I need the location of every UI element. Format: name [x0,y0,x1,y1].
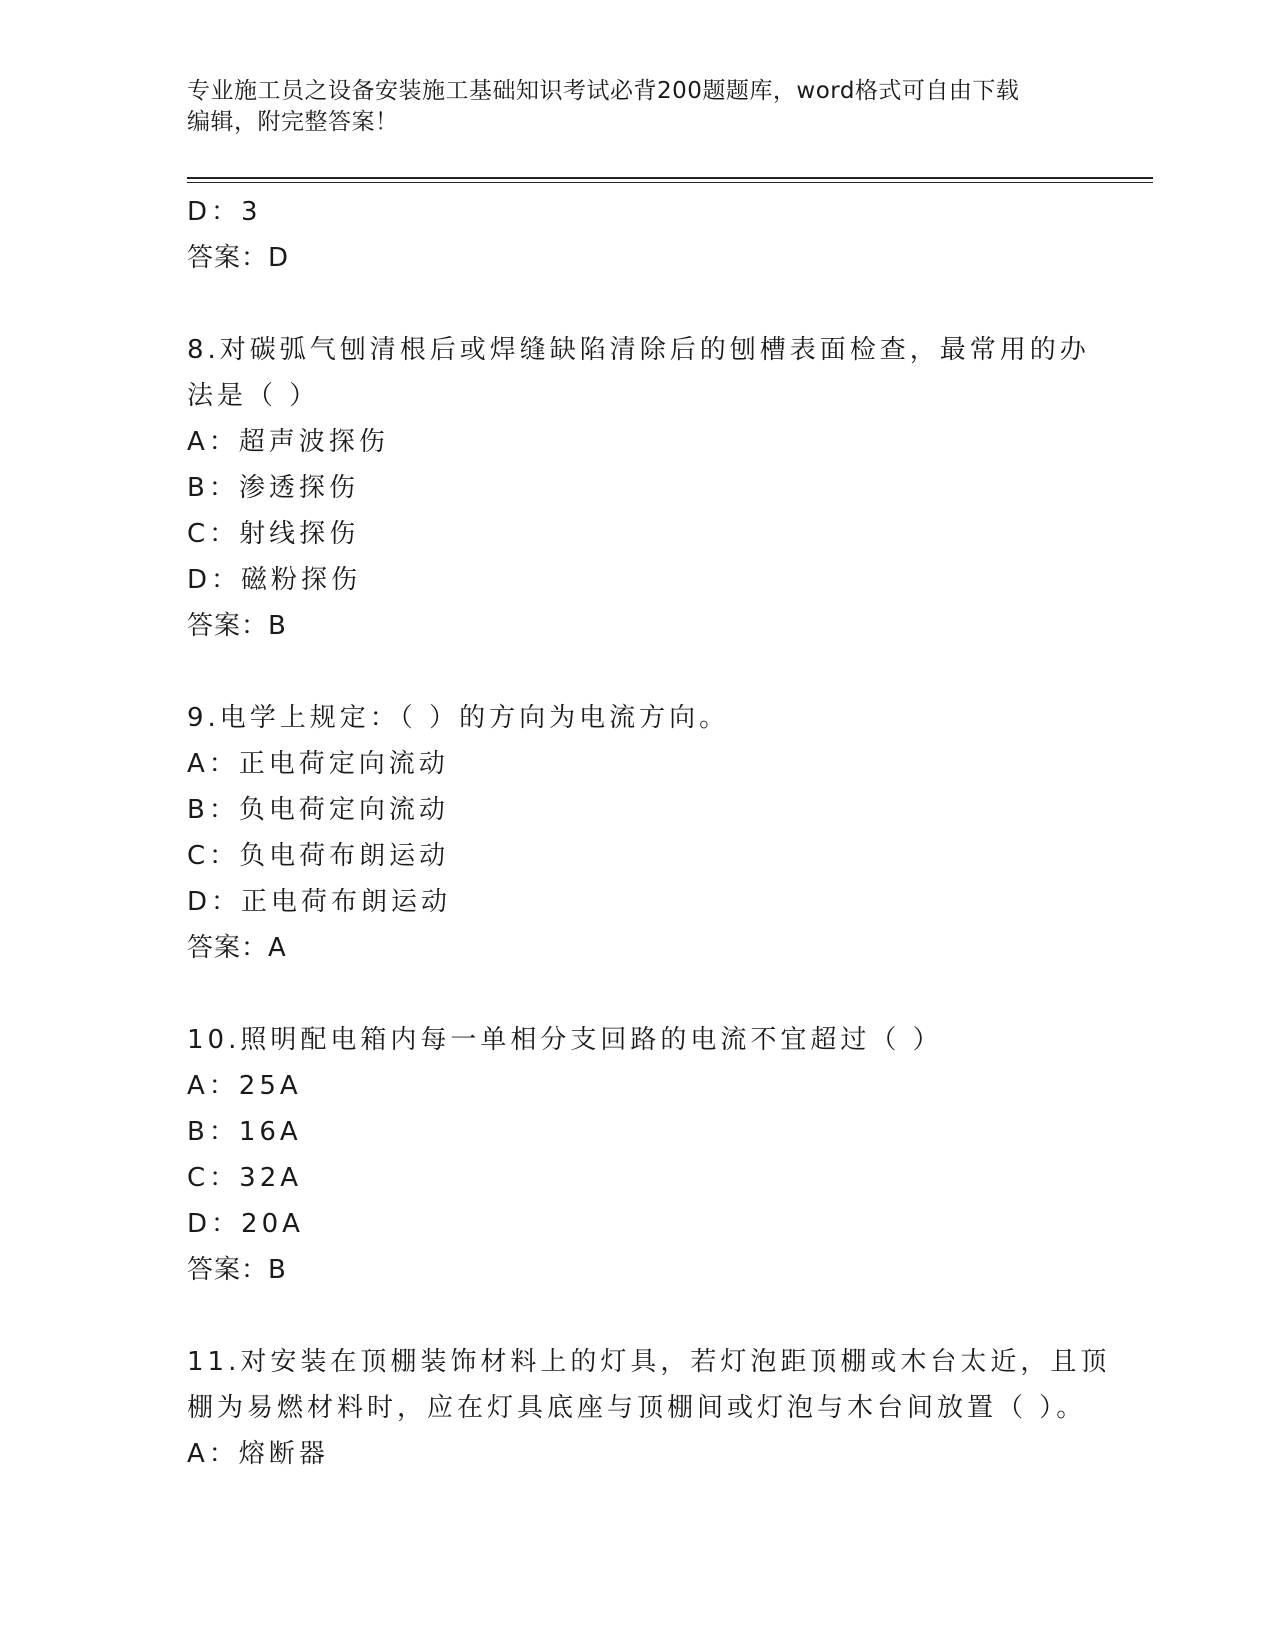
question-text: 8.对碳弧气刨清根后或焊缝缺陷清除后的刨槽表面检查，最常用的办 [187,335,1090,365]
question-text: 法是（ ） [187,381,320,411]
option-line: D：磁粉探伤 [187,565,362,595]
answer-line: 答案：A [187,933,287,963]
option-line: D：20A [187,1209,304,1239]
option-line: C：32A [187,1163,303,1193]
spacer [187,281,1087,327]
option-line: A：正电荷定向流动 [187,749,449,779]
option-line: A：超声波探伤 [187,427,389,457]
question-text: 棚为易燃材料时，应在灯具底座与顶棚间或灯泡与木台间放置（ ）。 [187,1393,1087,1423]
answer-line: 答案：D [187,243,290,273]
question-list [187,189,1111,1477]
question-text: 9.电学上规定：（ ）的方向为电流方向。 [187,703,730,733]
option-line: B：负电荷定向流动 [187,795,449,825]
answer-line: 答案：B [187,611,287,641]
answer-line: 答案：B [187,1255,287,1285]
header-divider-thick [187,177,1153,179]
option-line: D：3 [187,197,262,227]
spacer [187,971,1087,1017]
question-text: 11.对安装在顶棚装饰材料上的灯具，若灯泡距顶棚或木台太近，且顶 [187,1347,1111,1377]
header-title-line-1: 专业施工员之设备安装施工基础知识考试必背200题题库，word格式可自由下载 [187,78,1020,104]
option-line: A：25A [187,1071,302,1101]
spacer [187,649,1087,695]
option-line: A：熔断器 [187,1439,329,1469]
option-line: C：射线探伤 [187,519,360,549]
question-text: 10.照明配电箱内每一单相分支回路的电流不宜超过（ ） [187,1025,943,1055]
header-title-line-2: 编辑，附完整答案！ [187,109,399,135]
option-line: B：16A [187,1117,302,1147]
option-line: D：正电荷布朗运动 [187,887,452,917]
option-line: C：负电荷布朗运动 [187,841,450,871]
spacer [187,1293,1087,1339]
document-header [187,76,1087,138]
header-divider-thin [187,182,1153,183]
option-line: B：渗透探伤 [187,473,359,503]
